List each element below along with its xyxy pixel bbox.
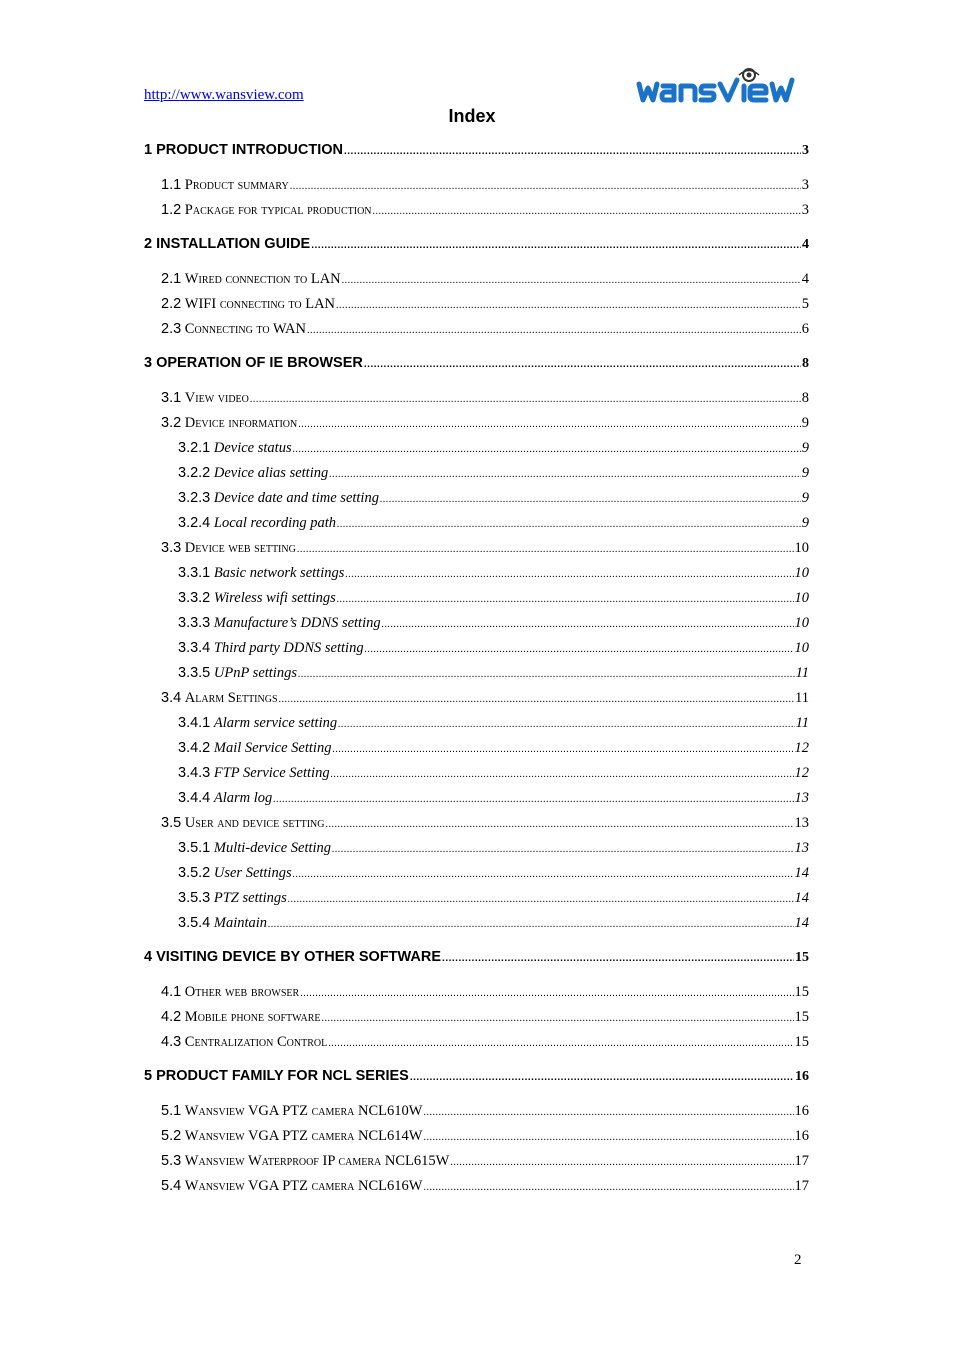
toc-entry-title: Third party DDNS setting xyxy=(213,640,364,656)
toc-entry[interactable] xyxy=(178,440,809,460)
toc-entry[interactable] xyxy=(161,177,809,197)
toc-entry[interactable] xyxy=(178,565,809,585)
toc-entry-title: Wireless wifi settings xyxy=(213,590,336,606)
toc-entry-number: 3.3.3 xyxy=(178,615,211,631)
toc-entry-title: Multi-device Setting xyxy=(213,840,332,856)
toc-entry-number: 3.2.3 xyxy=(178,490,211,506)
toc-entry[interactable] xyxy=(161,1178,809,1198)
toc-entry-number: 5.2 xyxy=(161,1128,182,1144)
toc-entry-title: WIFI connecting to LAN xyxy=(184,296,336,312)
toc-entry-number: 3.5.4 xyxy=(178,915,211,931)
toc-entry-title: Wired connection to LAN xyxy=(184,271,341,287)
toc-leader-dots xyxy=(380,494,801,505)
toc-entry-page: 4 xyxy=(802,237,809,252)
toc-entry-page: 10 xyxy=(794,640,809,656)
toc-entry-number: 5 xyxy=(144,1068,153,1084)
toc-entry-page: 15 xyxy=(794,1034,809,1050)
toc-entry-page: 15 xyxy=(794,1009,809,1025)
toc-entry-title: View video xyxy=(184,390,249,406)
toc-entry-number: 3.4 xyxy=(161,690,182,706)
toc-entry[interactable] xyxy=(161,1153,809,1173)
toc-entry-title: Product summary xyxy=(184,177,289,193)
toc-entry-page: 15 xyxy=(794,984,809,1000)
toc-entry-title: PTZ settings xyxy=(213,890,287,906)
toc-entry-title: User and device setting xyxy=(184,815,325,831)
toc-entry[interactable] xyxy=(178,490,809,510)
toc-entry-page: 9 xyxy=(801,440,809,456)
toc-entry-number: 3.5.1 xyxy=(178,840,211,856)
toc-entry-number: 5.3 xyxy=(161,1153,182,1169)
toc-entry-page: 12 xyxy=(794,740,809,756)
toc-entry[interactable] xyxy=(161,984,809,1004)
toc-entry-page: 17 xyxy=(794,1153,809,1169)
toc-entry[interactable] xyxy=(178,465,809,485)
toc-entry-number: 3.1 xyxy=(161,390,182,406)
toc-leader-dots xyxy=(300,988,793,999)
toc-entry[interactable] xyxy=(161,1103,809,1123)
toc-leader-dots xyxy=(450,1157,793,1168)
toc-entry-number: 4 xyxy=(144,949,153,965)
toc-entry-number: 3.5 xyxy=(161,815,182,831)
toc-entry-number: 5.1 xyxy=(161,1103,182,1119)
toc-entry-number: 4.1 xyxy=(161,984,182,1000)
toc-entry-page: 9 xyxy=(801,465,809,481)
toc-leader-dots xyxy=(338,719,794,730)
toc-entry-title: Basic network settings xyxy=(213,565,345,581)
toc-leader-dots xyxy=(364,359,801,370)
toc-leader-dots xyxy=(290,181,801,192)
toc-entry-number: 3.3.5 xyxy=(178,665,211,681)
toc-entry-title: User Settings xyxy=(213,865,292,881)
toc-entry-page: 15 xyxy=(795,950,809,965)
toc-entry-page: 16 xyxy=(794,1103,809,1119)
toc-entry-page: 3 xyxy=(802,143,809,158)
toc-entry[interactable] xyxy=(178,615,809,635)
toc-entry-title: UPnP settings xyxy=(213,665,297,681)
toc-leader-dots xyxy=(297,544,794,555)
toc-entry-page: 17 xyxy=(794,1178,809,1194)
page-title: Index xyxy=(448,106,496,126)
toc-entry-page: 9 xyxy=(801,490,809,506)
toc-leader-dots xyxy=(373,206,801,217)
toc-leader-dots xyxy=(307,325,801,336)
toc-entry[interactable] xyxy=(144,355,809,375)
toc-entry-page: 14 xyxy=(794,915,809,931)
toc-entry[interactable] xyxy=(178,765,809,785)
toc-entry-page: 11 xyxy=(795,715,809,731)
toc-leader-dots xyxy=(332,844,793,855)
toc-entry-number: 3.4.1 xyxy=(178,715,211,731)
toc-entry-title: OPERATION OF IE BROWSER xyxy=(156,355,363,371)
toc-entry-page: 4 xyxy=(801,271,809,287)
toc-entry-title: Connecting to WAN xyxy=(184,321,306,337)
toc-entry-page: 9 xyxy=(801,415,809,431)
toc-entry-number: 5.4 xyxy=(161,1178,182,1194)
toc-entry-title: INSTALLATION GUIDE xyxy=(156,236,311,252)
toc-leader-dots xyxy=(298,419,801,430)
toc-entry-title: Alarm Settings xyxy=(184,690,278,706)
toc-entry[interactable] xyxy=(161,202,809,222)
toc-entry-title: Device date and time setting xyxy=(213,490,379,506)
toc-leader-dots xyxy=(382,619,794,630)
toc-entry-page: 8 xyxy=(801,390,809,406)
toc-entry-number: 1.2 xyxy=(161,202,182,218)
toc-entry[interactable] xyxy=(178,915,809,935)
toc-entry-number: 2.2 xyxy=(161,296,182,312)
toc-leader-dots xyxy=(325,819,793,830)
toc-entry-title: Maintain xyxy=(213,915,268,931)
toc-leader-dots xyxy=(423,1132,793,1143)
toc-leader-dots xyxy=(344,146,801,157)
toc-entry[interactable] xyxy=(178,590,809,610)
toc-entry-page: 13 xyxy=(794,790,809,806)
toc-entry-title: Alarm log xyxy=(213,790,273,806)
toc-leader-dots xyxy=(298,669,795,680)
toc-entry[interactable] xyxy=(161,815,809,835)
toc-leader-dots xyxy=(337,594,794,605)
toc-entry-number: 1.1 xyxy=(161,177,182,193)
toc-entry-title: Mobile phone software xyxy=(184,1009,321,1025)
toc-entry-page: 10 xyxy=(794,540,809,556)
toc-entry-page: 10 xyxy=(794,565,809,581)
toc-entry-number: 3.3 xyxy=(161,540,182,556)
toc-entry[interactable] xyxy=(161,271,809,291)
toc-entry-number: 2.1 xyxy=(161,271,182,287)
toc-leader-dots xyxy=(365,644,794,655)
toc-entry-page: 10 xyxy=(794,615,809,631)
toc-entry-page: 16 xyxy=(795,1069,809,1084)
toc-entry[interactable] xyxy=(178,740,809,760)
toc-entry-number: 3.4.2 xyxy=(178,740,211,756)
toc-leader-dots xyxy=(293,444,801,455)
page-number: 2 xyxy=(794,1252,802,1268)
toc-entry-number: 3.4.4 xyxy=(178,790,211,806)
toc-leader-dots xyxy=(273,794,793,805)
toc-entry-number: 4.2 xyxy=(161,1009,182,1025)
toc-entry-number: 1 xyxy=(144,142,153,158)
toc-entry-number: 3.3.1 xyxy=(178,565,211,581)
toc-leader-dots xyxy=(328,1038,793,1049)
toc-entry-page: 9 xyxy=(801,515,809,531)
toc-entry-page: 11 xyxy=(795,690,809,706)
toc-leader-dots xyxy=(423,1107,793,1118)
toc-entry-page: 10 xyxy=(794,590,809,606)
toc-entry-title: Other web browser xyxy=(184,984,300,1000)
toc-entry-title: FTP Service Setting xyxy=(213,765,330,781)
toc-entry-page: 11 xyxy=(795,665,809,681)
toc-leader-dots xyxy=(332,744,793,755)
toc-entry[interactable] xyxy=(161,296,809,316)
toc-entry-title: Device web setting xyxy=(184,540,296,556)
toc-entry-page: 13 xyxy=(794,840,809,856)
toc-entry-number: 4.3 xyxy=(161,1034,182,1050)
toc-entry-page: 13 xyxy=(794,815,809,831)
toc-entry[interactable] xyxy=(178,640,809,660)
toc-leader-dots xyxy=(250,394,801,405)
toc-entry[interactable] xyxy=(161,415,809,435)
toc-entry-number: 2 xyxy=(144,236,153,252)
toc-entry[interactable] xyxy=(161,540,809,560)
toc-entry-number: 3.2.4 xyxy=(178,515,211,531)
toc-leader-dots xyxy=(410,1072,794,1083)
toc-entry-number: 3.3.2 xyxy=(178,590,211,606)
toc-entry[interactable] xyxy=(178,665,809,685)
toc-entry-title: Centralization Control xyxy=(184,1034,328,1050)
toc-leader-dots xyxy=(279,694,795,705)
toc-entry[interactable] xyxy=(178,840,809,860)
toc-entry-title: Wansview Waterproof IP camera NCL615W xyxy=(184,1153,450,1169)
toc-entry[interactable] xyxy=(178,715,809,735)
toc-entry-title: Device alias setting xyxy=(213,465,329,481)
toc-entry-title: Device status xyxy=(213,440,292,456)
toc-entry[interactable] xyxy=(144,949,809,969)
toc-leader-dots xyxy=(268,919,793,930)
toc-entry-page: 14 xyxy=(794,890,809,906)
toc-entry-page: 3 xyxy=(801,177,809,193)
toc-entry-title: PRODUCT FAMILY FOR NCL SERIES xyxy=(156,1068,409,1084)
wansview-logo xyxy=(634,66,806,106)
toc-entry[interactable] xyxy=(161,690,809,710)
toc-entry-page: 6 xyxy=(801,321,809,337)
toc-entry-title: VISITING DEVICE BY OTHER SOFTWARE xyxy=(156,949,442,965)
toc-entry-page: 14 xyxy=(794,865,809,881)
toc-entry-page: 12 xyxy=(794,765,809,781)
toc-entry[interactable] xyxy=(178,890,809,910)
toc-entry[interactable] xyxy=(161,390,809,410)
toc-entry-number: 3.4.3 xyxy=(178,765,211,781)
toc-leader-dots xyxy=(331,769,794,780)
toc-entry-title: Manufacture’s DDNS setting xyxy=(213,615,381,631)
toc-entry[interactable] xyxy=(161,1009,809,1029)
toc-leader-dots xyxy=(345,569,793,580)
toc-leader-dots xyxy=(342,275,801,286)
toc-entry-title: Package for typical production xyxy=(184,202,372,218)
toc-entry-number: 3.5.3 xyxy=(178,890,211,906)
toc-entry-number: 3.2 xyxy=(161,415,182,431)
toc-entry-title: Alarm service setting xyxy=(213,715,338,731)
toc-entry-page: 5 xyxy=(801,296,809,312)
toc-entry-title: Local recording path xyxy=(213,515,337,531)
toc-entry-number: 3 xyxy=(144,355,153,371)
toc-entry-number: 3.5.2 xyxy=(178,865,211,881)
toc-entry-number: 3.3.4 xyxy=(178,640,211,656)
toc-entry-title: Mail Service Setting xyxy=(213,740,332,756)
toc-entry-title: Wansview VGA PTZ camera NCL616W xyxy=(184,1178,423,1194)
toc-entry-page: 8 xyxy=(802,356,809,371)
toc-entry-title: Device information xyxy=(184,415,298,431)
toc-leader-dots xyxy=(288,894,794,905)
toc-leader-dots xyxy=(337,519,801,530)
toc-entry[interactable] xyxy=(144,142,809,162)
toc-entry[interactable] xyxy=(144,1068,809,1088)
toc-entry-number: 3.2.1 xyxy=(178,440,211,456)
toc-entry-title: PRODUCT INTRODUCTION xyxy=(156,142,343,158)
toc-entry[interactable] xyxy=(178,790,809,810)
toc-leader-dots xyxy=(322,1013,794,1024)
toc-entry-page: 16 xyxy=(794,1128,809,1144)
header-website-link[interactable]: http://www.wansview.com xyxy=(144,87,304,103)
toc-entry[interactable] xyxy=(144,236,809,256)
toc-leader-dots xyxy=(423,1182,793,1193)
toc-entry[interactable] xyxy=(161,1034,809,1054)
toc-leader-dots xyxy=(336,300,801,311)
toc-entry[interactable] xyxy=(161,1128,809,1148)
toc-entry-number: 3.2.2 xyxy=(178,465,211,481)
toc-entry[interactable] xyxy=(178,865,809,885)
toc-leader-dots xyxy=(311,240,801,251)
toc-leader-dots xyxy=(329,469,801,480)
toc-entry-title: Wansview VGA PTZ camera NCL614W xyxy=(184,1128,423,1144)
toc-entry-page: 3 xyxy=(801,202,809,218)
toc-entry-title: Wansview VGA PTZ camera NCL610W xyxy=(184,1103,423,1119)
toc-entry[interactable] xyxy=(161,321,809,341)
toc-leader-dots xyxy=(293,869,794,880)
toc-entry-number: 2.3 xyxy=(161,321,182,337)
toc-leader-dots xyxy=(442,953,794,964)
toc-entry[interactable] xyxy=(178,515,809,535)
